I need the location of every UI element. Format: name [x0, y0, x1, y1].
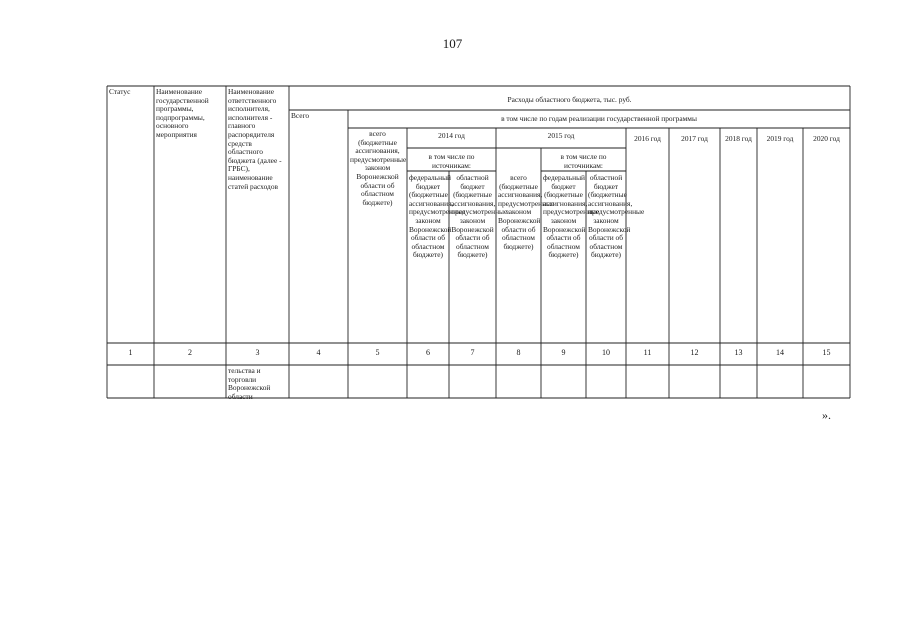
- header-year-2015: 2015 год: [547, 131, 575, 140]
- column-number-14: 14: [776, 348, 784, 357]
- header-total-2014: всего (бюджетные ассигнования, предусмотренные законом Воронежской области об областном бюджете): [350, 129, 407, 207]
- header-regional-2015: областной бюджет (бюджетные ассигнования, предусмотренные законом Воронежской области об областном бюджете): [588, 173, 645, 260]
- column-number-9: 9: [561, 348, 566, 357]
- column-number-11: 11: [643, 348, 652, 357]
- header-year-2020: 2020 год: [813, 134, 840, 143]
- header-executor: Наименование ответственного исполнителя, исполнителя - главного распорядителя средств областного бюджета (далее - ГРБС), наименование статей расходов: [228, 87, 282, 191]
- column-number-12: 12: [690, 348, 699, 357]
- header-federal-2014: федеральный бюджет (бюджетные ассигнования, предусмотренные законом Воронежской области об областном бюджете): [409, 173, 466, 260]
- column-number-8: 8: [516, 348, 521, 357]
- header-sources-2014: в том числе по источникам:: [428, 152, 475, 170]
- header-program-name: Наименование государственной программы, подпрограммы, основного мероприятия: [156, 87, 209, 139]
- header-status: Статус: [109, 87, 131, 96]
- header-sources-2015: в том числе по источникам:: [560, 152, 607, 170]
- header-expenses: Расходы областного бюджета, тыс. руб.: [507, 95, 632, 104]
- column-number-2: 2: [188, 348, 192, 357]
- column-number-3: 3: [255, 348, 260, 357]
- column-number-13: 13: [734, 348, 743, 357]
- header-total-2015: всего (бюджетные ассигнования, предусмотренные законом Воронежской области об областном бюджете): [498, 173, 555, 251]
- header-year-2016: 2016 год: [634, 134, 661, 143]
- closing-quote: ».: [822, 408, 831, 422]
- column-number-10: 10: [602, 348, 610, 357]
- header-year-2018: 2018 год: [725, 134, 752, 143]
- header-year-2017: 2017 год: [681, 134, 708, 143]
- header-total: Всего: [291, 111, 310, 120]
- column-number-6: 6: [426, 348, 430, 357]
- column-number-7: 7: [470, 348, 475, 357]
- header-regional-2014: областной бюджет (бюджетные ассигнования, предусмотренные законом Воронежской области об областном бюджете): [451, 173, 508, 260]
- header-year-2019: 2019 год: [766, 134, 794, 143]
- column-number-15: 15: [822, 348, 831, 357]
- header-year-2014: 2014 год: [438, 131, 465, 140]
- column-number-4: 4: [316, 348, 321, 357]
- body-executor-cell: тельства и торговли Воронежской области: [228, 366, 271, 401]
- column-number-5: 5: [375, 348, 380, 357]
- column-number-1: 1: [128, 348, 133, 357]
- page-number: 107: [442, 36, 463, 51]
- header-by-years: в том числе по годам реализации государственной программы: [501, 114, 697, 123]
- header-federal-2015: федеральный бюджет (бюджетные ассигнования, предусмотренные законом Воронежской области об областном бюджете): [543, 173, 600, 260]
